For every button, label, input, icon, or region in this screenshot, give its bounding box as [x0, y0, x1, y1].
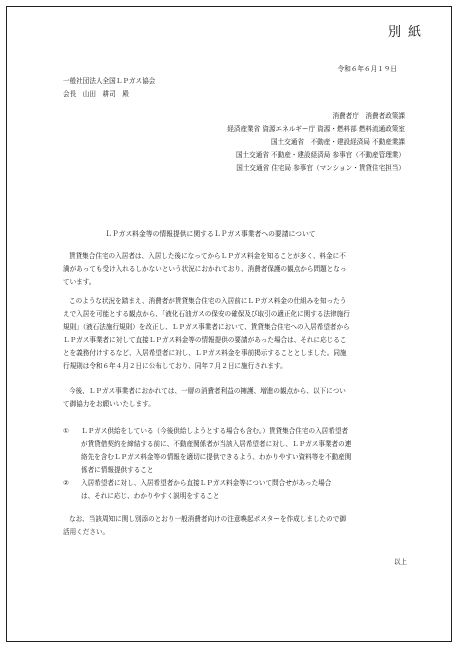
paragraph-line: て御協力をお願いいたします。	[63, 400, 155, 408]
addressee-organization: 一般社団法人全国ＬＰガス協会	[63, 77, 156, 85]
list-item-line: ＬＰガス供給をしている（今後供給しようとする場合も含む。）賃貸集合住宅の入居希望者	[81, 427, 349, 435]
paragraph-line: 今後、ＬＰガス事業者におかれては、一層の消費者利益の擁護、増進の観点から、以下につい	[69, 387, 346, 395]
paragraph-line: なお、当該周知に関し別添のとおり一般消費者向けの注意喚起ポスターを作成しましたので御	[69, 515, 346, 523]
list-item-marker: ①	[63, 427, 69, 435]
document-date: 令和６年６月１９日	[337, 65, 397, 73]
list-item-line: は、それに応じ、わかりやすく説明をすること	[81, 492, 220, 500]
paragraph-line: ＬＰガス事業者に対して直接ＬＰガス料金等の情報提供の要請があった場合は、それに応じるこ	[63, 336, 347, 344]
paragraph-line: 行規則は令和６年４月２日に公布しており、同年７月２日に施行されます。	[63, 362, 287, 370]
list-item-line: 入居希望者に対し、入居希望者から直接ＬＰガス料金等について問合せがあった場合	[81, 479, 332, 487]
annex-label: 別紙	[388, 25, 429, 40]
paragraph-line: 活用ください。	[63, 528, 110, 536]
paragraph-line: ています。	[63, 278, 96, 286]
document-page	[6, 6, 452, 642]
list-item-line: 係者に情報提供すること	[81, 466, 154, 474]
sender-line: 経済産業省 資源エネルギー庁 資源・燃料部 燃料流通政策室	[227, 125, 405, 133]
sender-line: 消費者庁 消費者政策課	[332, 112, 405, 120]
list-item-line: 絡先を含むＬＰガス料金等の情報を適切に提供できるよう、わかりやすい資料等を不動産関	[81, 453, 352, 461]
sender-line: 国土交通省 不動産・建設経済局 不動産業課	[271, 138, 405, 146]
paragraph-line: 規則」（液石法施行規則）を改正し、ＬＰガス事業者において、賃貸集合住宅への入居希望者から	[63, 323, 350, 331]
addressee-person: 会長 山田 耕司 殿	[63, 90, 129, 98]
document-title: ＬＰガス料金等の情報提供に関するＬＰガス事業者への要請について	[105, 230, 316, 238]
paragraph-line: 満があっても受け入れるしかないという状況におかれており、消費者保護の観点から問題となっ	[63, 265, 347, 273]
paragraph-line: 賃貸集合住宅の入居者は、入居した後になってからＬＰガス料金を知ることが多く、料金に不	[69, 252, 346, 260]
closing-mark: 以上	[393, 558, 407, 566]
paragraph-line: えで入居を可能とする観点から、「液化石油ガスの保安の確保及び取引の適正化に関する法律施行	[63, 310, 350, 318]
sender-line: 国土交通省 住宅局 参事官（マンション・賃貸住宅担当）	[236, 164, 405, 172]
paragraph-line: とを義務付けするなど、入居希望者に対し、ＬＰガス料金を事前掲示することとしました。同施	[63, 349, 347, 357]
sender-line: 国土交通省 不動産・建設経済局 参事官（不動産管理業）	[235, 151, 405, 159]
paragraph-line: このような状況を踏まえ、消費者が賃貸集合住宅の入居前にＬＰガス料金の仕組みを知ったう	[69, 297, 347, 305]
list-item-line: が賃貸借契約を締結する前に、不動産関係者が当該入居希望者に対し、ＬＰガス事業者の連	[81, 440, 352, 448]
list-item-marker: ②	[63, 479, 69, 487]
